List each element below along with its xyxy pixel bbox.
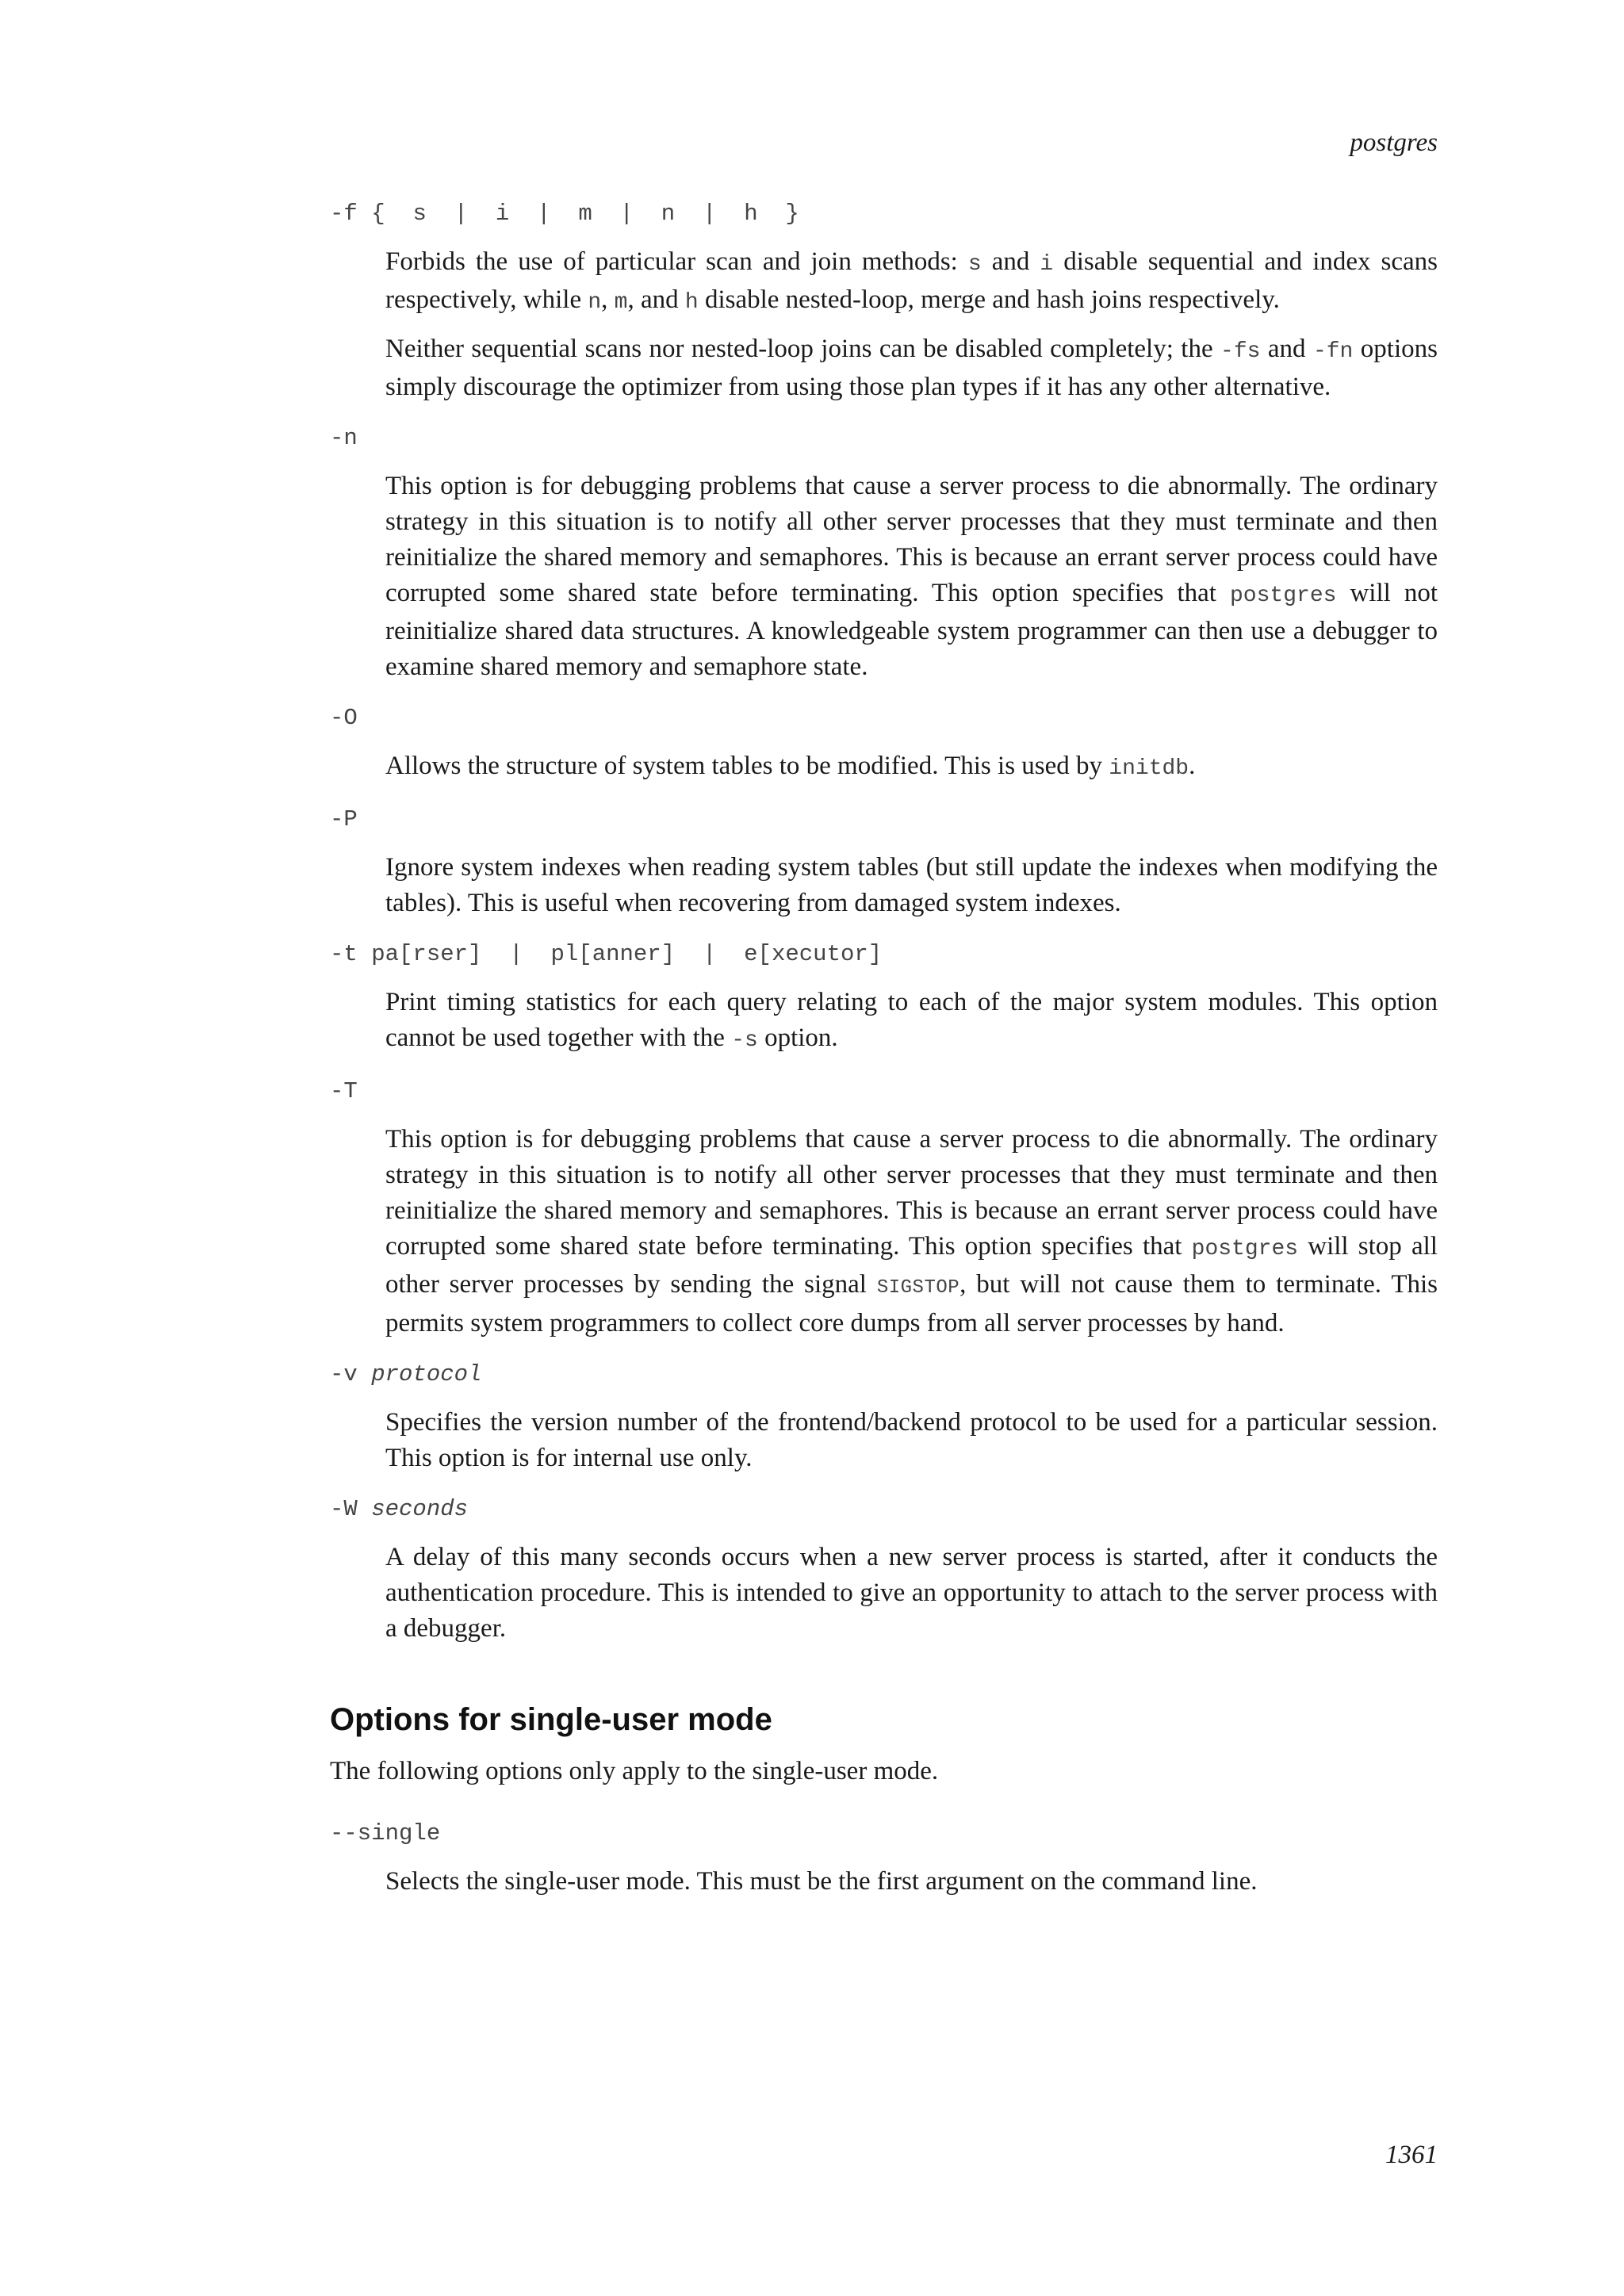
option-term-t: -t pa[rser] | pl[anner] | e[xecutor] (330, 941, 883, 967)
option-description-O (385, 748, 1438, 786)
paragraph: Allows the structure of system tables to be modified. This is used by initdb. (385, 752, 1196, 781)
option-term-P: -P (330, 806, 358, 832)
option-term-W: -W seconds (330, 1496, 469, 1522)
page-number: 1361 (1385, 2141, 1438, 2169)
option-term-O: -O (330, 705, 358, 731)
option-description-t (385, 985, 1438, 1058)
paragraph: Forbids the use of particular scan and join methods: s and i disable sequential and index scans respectively, while n, m, and h disable nested-loop, merge and hash joins respectively. (385, 247, 1438, 315)
running-header: postgres (1350, 128, 1438, 157)
paragraph: Print timing statistics for each query relating to each of the major system modules. This option cannot be used together with the -s option. (385, 988, 1438, 1053)
paragraph: This option is for debugging problems that cause a server process to die abnormally. The ordinary strategy in this situation is to notify all other server processes that they must terminate and then reinitialize the shared memory and semaphores. This is because an errant server process could have corrupted some shared state before terminating. This option specifies that postgres will stop all other server processes by sending the signal SIGSTOP, but will not cause them to terminate. This permits system programmers to collect core dumps from all server processes by hand. (385, 1125, 1438, 1337)
page-content (330, 198, 1438, 1917)
option-term-single: --single (330, 1820, 441, 1846)
paragraph: Selects the single-user mode. This must be the first argument on the command line. (385, 1867, 1258, 1896)
paragraph: Neither sequential scans nor nested-loop joins can be disabled completely; the -fs and -fn options simply discourage the optimizer from using those plan types if it has any other alternative. (385, 335, 1438, 401)
option-description-f (385, 244, 1438, 405)
paragraph: This option is for debugging problems that cause a server process to die abnormally. The ordinary strategy in this situation is to notify all other server processes that they must terminate and then reinitialize the shared memory and semaphores. This is because an errant server process could have corrupted some shared state before terminating. This option specifies that postgres will not reinitialize shared data structures. A knowledgeable system programmer can then use a debugger to examine shared memory and semaphore state. (385, 472, 1438, 681)
section-intro: The following options only apply to the single-user mode. (330, 1757, 939, 1785)
option-description-single (385, 1864, 1438, 1900)
paragraph: Ignore system indexes when reading system tables (but still update the indexes when modifying the tables). This is useful when recovering from damaged system indexes. (385, 853, 1438, 917)
option-term-f: -f { s | i | m | n | h } (330, 201, 799, 227)
paragraph: Specifies the version number of the frontend/backend protocol to be used for a particular session. This option is for internal use only. (385, 1408, 1438, 1472)
section-heading: Options for single-user mode (330, 1702, 772, 1737)
option-description-W (385, 1540, 1438, 1647)
option-description-T (385, 1122, 1438, 1341)
option-description-n (385, 469, 1438, 685)
option-term-v: -v protocol (330, 1361, 482, 1387)
option-description-v (385, 1405, 1438, 1476)
paragraph: A delay of this many seconds occurs when a new server process is started, after it conducts the authentication procedure. This is intended to give an opportunity to attach to the server process with a debugger. (385, 1543, 1438, 1643)
option-description-P (385, 850, 1438, 921)
option-term-n: -n (330, 425, 358, 451)
option-term-T: -T (330, 1078, 358, 1104)
